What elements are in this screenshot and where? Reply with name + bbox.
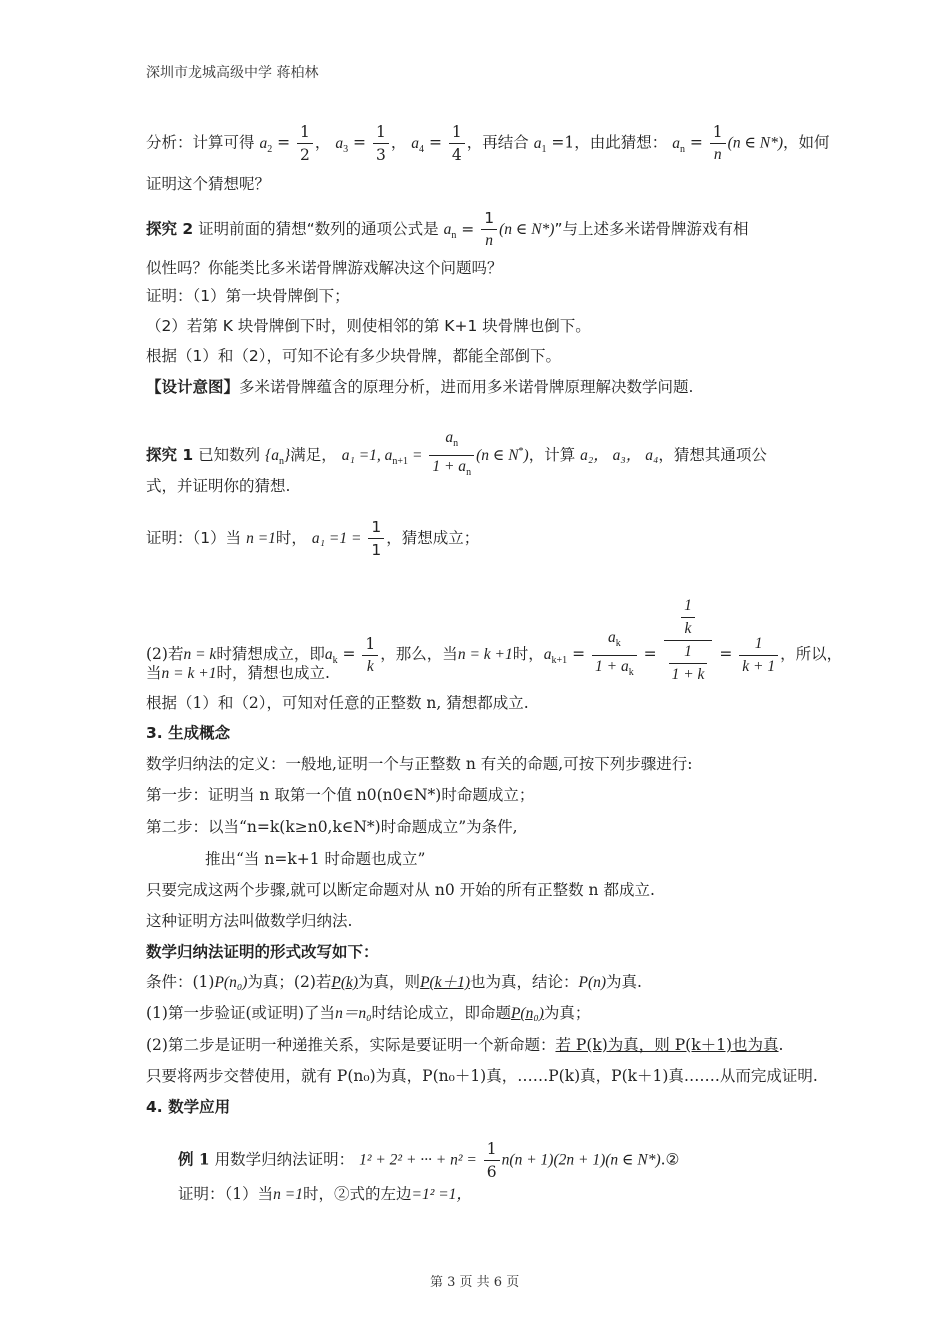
- section4-title: 4. 数学应用: [146, 1098, 231, 1116]
- analysis-lead: 分析：计算可得: [146, 133, 255, 152]
- form-verify-1: (1)第一步验证(或证明)了当n＝n₀时结论成立，即命题P(n₀)为真；: [146, 1004, 591, 1022]
- form-title: 数学归纳法证明的形式改写如下：: [146, 943, 379, 961]
- frac-complex: $\frac{\frac{1}{k}}{\frac{1}{1 + k}}$: [664, 595, 713, 686]
- page-header: 深圳市龙城高级中学 蒋柏林: [146, 65, 319, 81]
- example1-label: 例 1: [178, 1149, 210, 1169]
- domino-step1: 证明：（1）第一块骨牌倒下；: [146, 287, 350, 305]
- explore2-line-2: 似性吗？你能类比多米诺骨牌游戏解决这个问题吗？: [146, 259, 503, 277]
- analysis-line: 分析：计算可得 $a_2$ = $\frac{1}{2}$ ， $a_3$ = $\frac{1}{3}$ ， $a_4$ = $\frac{1}{4}$ ，再结合 $a_1 =1$，由此猜想： $a_n$ = $\frac{1}{n}$ (n ∈ N*)，如何: [146, 123, 830, 164]
- frac-an: $\frac{1}{n}$: [710, 121, 726, 166]
- explore1-label: 探究 1: [146, 446, 194, 464]
- form-condition: 条件：(1)P(n₀)为真；(2)若P(k)为真，则P(k＋1)也为真，结论：P(n)为真.: [146, 973, 642, 991]
- frac-recurrence: $\frac{a_n}{1 + a_n}$: [429, 427, 474, 484]
- domino-step2: （2）若第 K 块骨牌倒下时，则使相邻的第 K+1 块骨牌也倒下。: [146, 317, 591, 335]
- induction-step1: 第一步：证明当 n 取第一个值 n0(n0∈N*)时命题成立；: [146, 786, 535, 804]
- explore1-line-2: 式，并证明你的猜想.: [146, 477, 291, 495]
- domino-conclusion: 根据（1）和（2），可知不论有多少块骨牌，都能全部倒下。: [146, 347, 561, 365]
- frac-a2: $\frac{1}{2}$: [297, 121, 313, 166]
- frac-ak1: $\frac{a_k}{1 + a_k}$: [592, 627, 637, 684]
- induction-name: 这种证明方法叫做数学归纳法.: [146, 912, 353, 930]
- induction-step2: 第二步：以当“n=k(k≥n0,k∈N*)时命题成立”为条件,: [146, 818, 518, 836]
- induction-conclusion: 只要完成这两个步骤,就可以断定命题对从 n0 开始的所有正整数 n 都成立.: [146, 881, 655, 899]
- induction-step2-cont: 推出“当 n=k+1 时命题也成立”: [205, 850, 426, 868]
- page-footer: 第 3 页 共 6 页: [430, 1275, 520, 1290]
- analysis-line-2: 证明这个猜想呢？: [146, 175, 271, 193]
- proof-step2: (2)若n = k时猜想成立，即$a_k$ = $\frac{1}{k}$ ，那么，当n = k +1时，$a_{k+1}$ = $\frac{a_k}{1 + a_k}$ = $\frac{\frac{1}{k}}{\frac{1}{1 + k}}$ = $\frac{1}{k + 1}$ ，所以，: [146, 595, 842, 686]
- form-verify-3: 只要将两步交替使用，就有 P(n₀)为真，P(n₀＋1)真，……P(k)真，P(k＋1)真…….从而完成证明.: [146, 1067, 818, 1085]
- explore2-label: 探究 2: [146, 220, 194, 238]
- induction-definition: 数学归纳法的定义：一般地,证明一个与正整数 n 有关的命题,可按下列步骤进行:: [146, 755, 693, 773]
- frac-proof1: $\frac{1}{1}$: [368, 516, 384, 561]
- design-intent: 【设计意图】多米诺骨牌蕴含的原理分析，进而用多米诺骨牌原理解决数学问题.: [146, 378, 694, 396]
- proof-conclusion: 根据（1）和（2），可知对任意的正整数 n, 猜想都成立.: [146, 694, 529, 712]
- form-verify-2: (2)第二步是证明一种递推关系，实际是要证明一个新命题：若 P(k)为真，则 P(k＋1)也为真.: [146, 1036, 784, 1054]
- explore1-line: 探究 1 已知数列 $\{a_n\}$满足， a₁ =1, $a_{n+1}$ = $\frac{a_n}{1 + a_n}$ (n ∈ N*)，计算 a₂， a₃， a₄，猜想其通项公: [146, 427, 767, 484]
- frac-example: $\frac{1}{6}$: [484, 1138, 500, 1183]
- frac-result: $\frac{1}{k + 1}$: [739, 633, 778, 678]
- proof-step1: 证明：（1）当 n =1时， a₁ =1 = $\frac{1}{1}$ ，猜想成立；: [146, 518, 480, 559]
- proof-step2-conclusion: 当n = k +1时，猜想也成立.: [146, 664, 330, 682]
- section3-title: 3. 生成概念: [146, 724, 231, 742]
- frac-ak: $\frac{1}{k}$: [362, 633, 378, 678]
- example1-proof: 证明：（1）当n =1时，②式的左边=1² =1，: [178, 1185, 472, 1203]
- frac-a4: $\frac{1}{4}$: [449, 121, 465, 166]
- explore2-line: 探究 2 证明前面的猜想“数列的通项公式是 $a_n$ = $\frac{1}{n}$ (n ∈ N*)”与上述多米诺骨牌游戏有相: [146, 207, 748, 252]
- example1: 例 1 用数学归纳法证明： 1² + 2² + ··· + n² = $\frac{1}{6}$ n(n + 1)(2n + 1)(n ∈ N*).②: [178, 1140, 680, 1181]
- frac-a3: $\frac{1}{3}$: [373, 121, 389, 166]
- frac-explore2: $\frac{1}{n}$: [481, 207, 497, 252]
